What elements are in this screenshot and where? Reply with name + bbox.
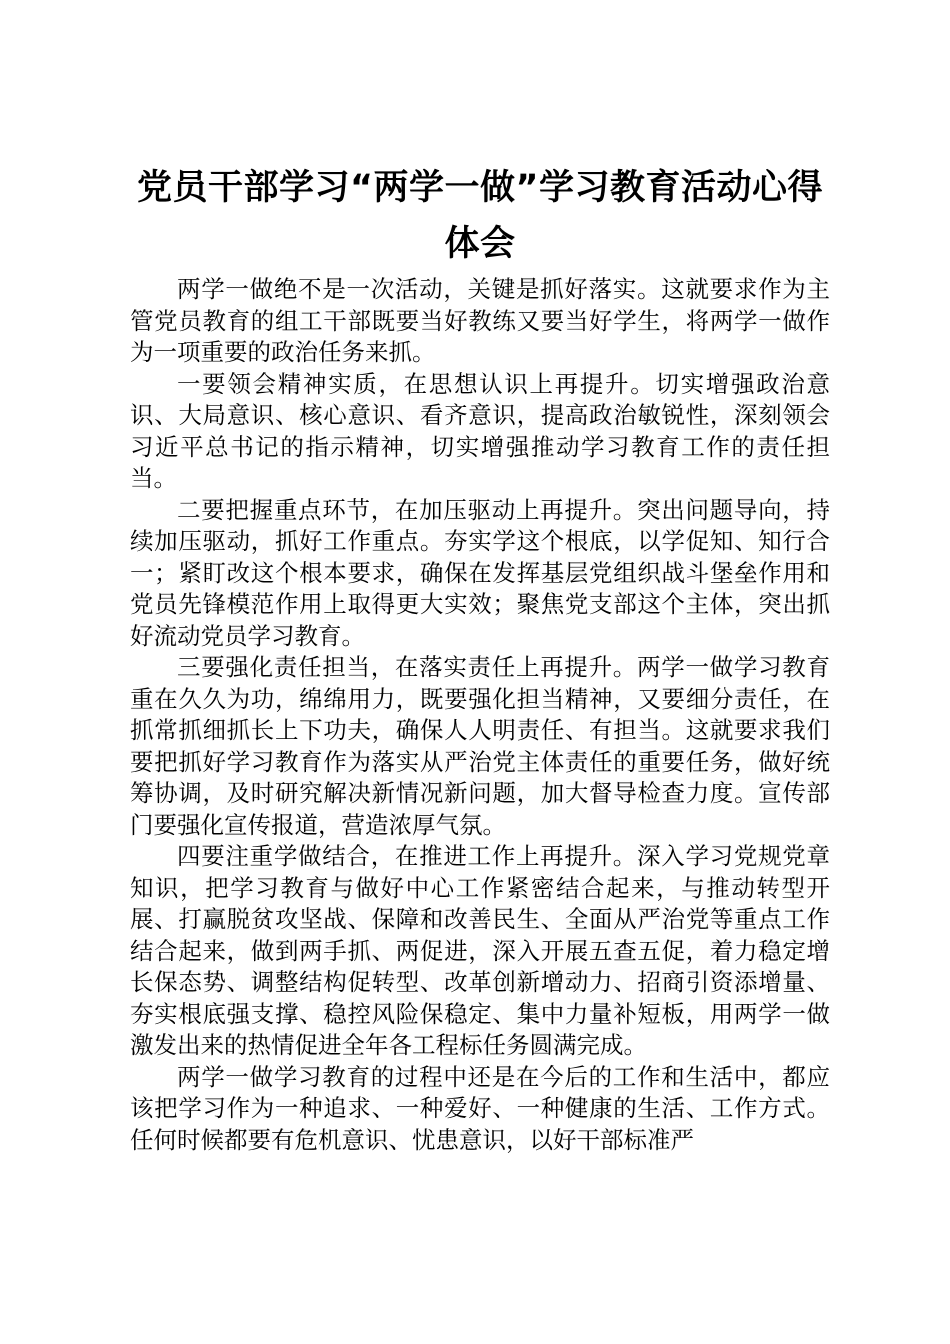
document-body — [130, 274, 830, 1156]
paragraph-intro: 两学一做绝不是一次活动，关键是抓好落实。这就要求作为主管党员教育的组工干部既要当好教练又要当好学生，将两学一做作为一项重要的政治任务来抓。 — [130, 275, 830, 366]
document-page — [130, 160, 830, 1156]
document-title: 党员干部学习“两学一做”学习教育活动心得体会 — [136, 168, 823, 264]
paragraph-closing: 两学一做学习教育的过程中还是在今后的工作和生活中，都应该把学习作为一种追求、一种爱好、一种健康的生活、工作方式。任何时候都要有危机意识、忧患意识，以好干部标准严 — [130, 1062, 830, 1154]
paragraph-point-three: 三要强化责任担当，在落实责任上再提升。两学一做学习教育重在久久为功，绵绵用力，既要强化担当精神，又要细分责任，在抓常抓细抓长上下功夫，确保人人明责任、有担当。这就要求我们要把抓好学习教育作为落实从严治党主体责任的重要任务，做好统筹协调，及时研究解决新情况新问题，加大督导检查力度。宣传部门要强化宣传报道，营造浓厚气氛。 — [130, 653, 830, 839]
paragraph-point-four: 四要注重学做结合，在推进工作上再提升。深入学习党规党章知识，把学习教育与做好中心工作紧密结合起来，与推动转型开展、打赢脱贫攻坚战、保障和改善民生、全面从严治党等重点工作结合起来，做到两手抓、两促进，深入开展五查五促，着力稳定增长保态势、调整结构促转型、改革创新增动力、招商引资添增量、夯实根底强支撑、稳控风险保稳定、集中力量补短板，用两学一做激发出来的热情促进全年各工程标任务圆满完成。 — [130, 842, 830, 1059]
paragraph-point-one: 一要领会精神实质，在思想认识上再提升。切实增强政治意识、大局意识、核心意识、看齐意识，提高政治敏锐性，深刻领会习近平总书记的指示精神，切实增强推动学习教育工作的责任担当。 — [130, 369, 830, 492]
paragraph-point-two: 二要把握重点环节，在加压驱动上再提升。突出问题导向，持续加压驱动，抓好工作重点。夯实学这个根底，以学促知、知行合一；紧盯改这个根本要求，确保在发挥基层党组织战斗堡垒作用和党员先锋模范作用上取得更大实效；聚焦党支部这个主体，突出抓好流动党员学习教育。 — [130, 495, 830, 650]
